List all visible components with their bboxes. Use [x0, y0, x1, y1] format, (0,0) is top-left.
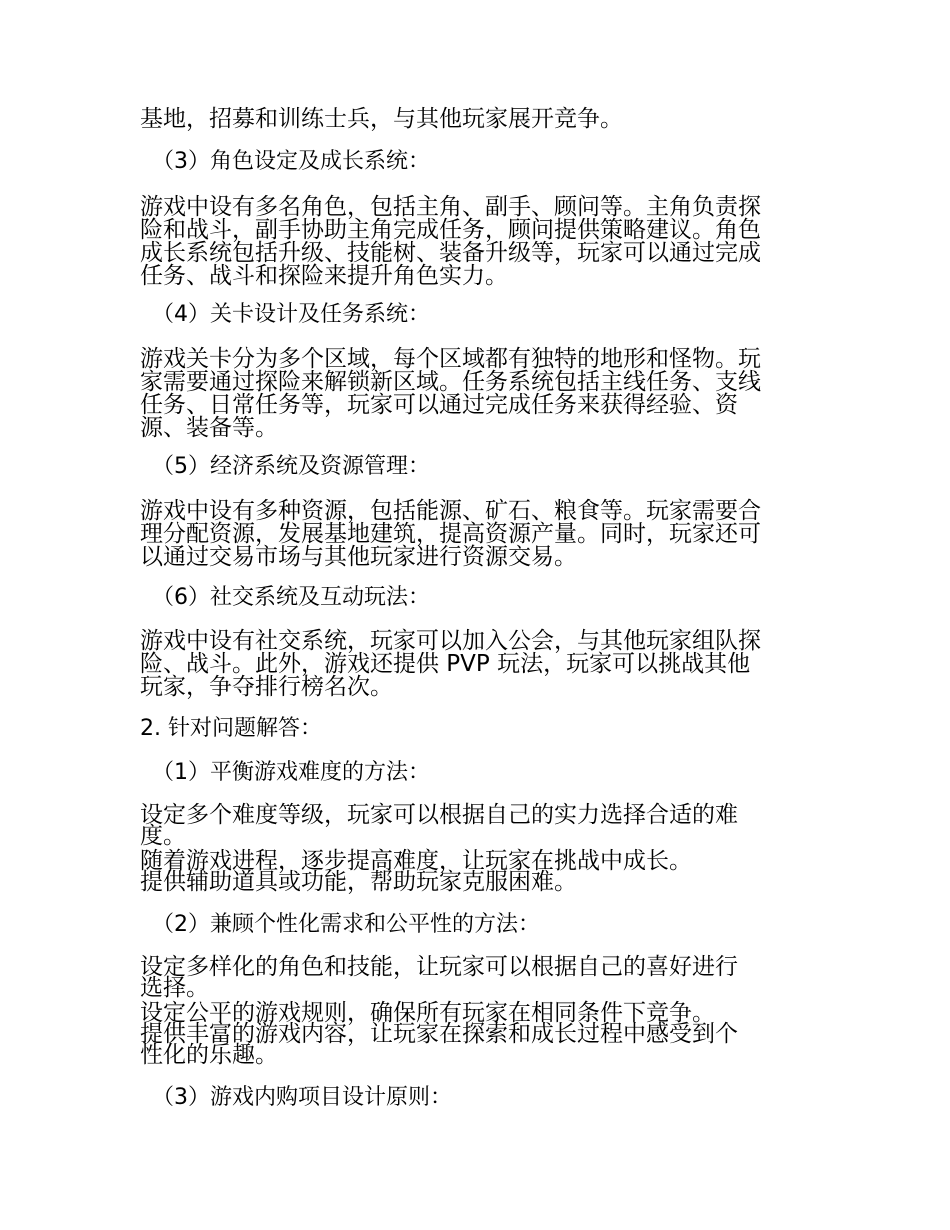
- paragraph-level-task: [140, 348, 815, 440]
- paragraph-difficulty-balance: [140, 802, 815, 895]
- text-line: 游戏关卡分为多个区域，每个区域都有独特的地形和怪物。玩: [140, 346, 761, 372]
- section-heading-answers: 2. 针对问题解答：: [140, 716, 322, 741]
- paragraph-personalization-fairness: [140, 954, 815, 1068]
- text-line: 设定多个难度等级，玩家可以根据自己的实力选择合适的难: [140, 802, 738, 828]
- text-line: 任务、战斗和探险来提升角色实力。: [140, 263, 508, 289]
- text-line: 险和战斗，副手协助主角完成任务，顾问提供策略建议。角色: [140, 217, 761, 243]
- heading-difficulty-balance: （1）平衡游戏难度的方法：: [152, 760, 430, 785]
- text-line: 家需要通过探险来解锁新区域。任务系统包括主线任务、支线: [140, 369, 761, 395]
- text-line: 源、装备等。: [140, 415, 278, 441]
- text-line: 游戏中设有社交系统，玩家可以加入公会，与其他玩家组队探: [140, 628, 761, 654]
- heading-iap-principles: （3）游戏内购项目设计原则：: [152, 1085, 452, 1110]
- text-line: 险、战斗。此外，游戏还提供 PVP 玩法，玩家可以挑战其他: [140, 651, 751, 677]
- paragraph-social: [140, 630, 815, 699]
- heading-economy: （5）经济系统及资源管理：: [152, 454, 430, 479]
- text-line: 提供辅助道具或功能，帮助玩家克服困难。: [140, 869, 577, 895]
- heading-level-task: （4）关卡设计及任务系统：: [152, 302, 430, 327]
- text-line: 成长系统包括升级、技能树、装备升级等，玩家可以通过完成: [140, 240, 761, 266]
- heading-role-growth: （3）角色设定及成长系统：: [152, 149, 430, 174]
- paragraph-base-competition: [140, 108, 815, 131]
- heading-personalization-fairness: （2）兼顾个性化需求和公平性的方法：: [152, 912, 540, 937]
- text-line: 理分配资源，发展基地建筑，提高资源产量。同时，玩家还可: [140, 521, 761, 547]
- text-line: 游戏中设有多名角色，包括主角、副手、顾问等。主角负责探: [140, 194, 761, 220]
- text-line: 度。: [140, 823, 186, 849]
- text-line: 设定公平的游戏规则，确保所有玩家在相同条件下竞争。: [140, 1000, 715, 1026]
- text-line: 性化的乐趣。: [140, 1042, 278, 1068]
- text-line: 基地，招募和训练士兵，与其他玩家展开竞争。: [140, 106, 623, 132]
- text-line: 提供丰富的游戏内容，让玩家在探索和成长过程中感受到个: [140, 1021, 738, 1047]
- text-line: 游戏中设有多种资源，包括能源、矿石、粮食等。玩家需要合: [140, 498, 761, 524]
- text-line: 玩家，争夺排行榜名次。: [140, 674, 393, 700]
- heading-social: （6）社交系统及互动玩法：: [152, 585, 430, 610]
- text-line: 以通过交易市场与其他玩家进行资源交易。: [140, 544, 577, 570]
- text-line: 随着游戏进程，逐步提高难度，让玩家在挑战中成长。: [140, 848, 692, 874]
- paragraph-role-growth: [140, 196, 815, 288]
- text-line: 选择。: [140, 975, 209, 1001]
- text-line: 任务、日常任务等，玩家可以通过完成任务来获得经验、资: [140, 392, 738, 418]
- text-line: 设定多样化的角色和技能，让玩家可以根据自己的喜好进行: [140, 954, 738, 980]
- paragraph-economy: [140, 500, 815, 569]
